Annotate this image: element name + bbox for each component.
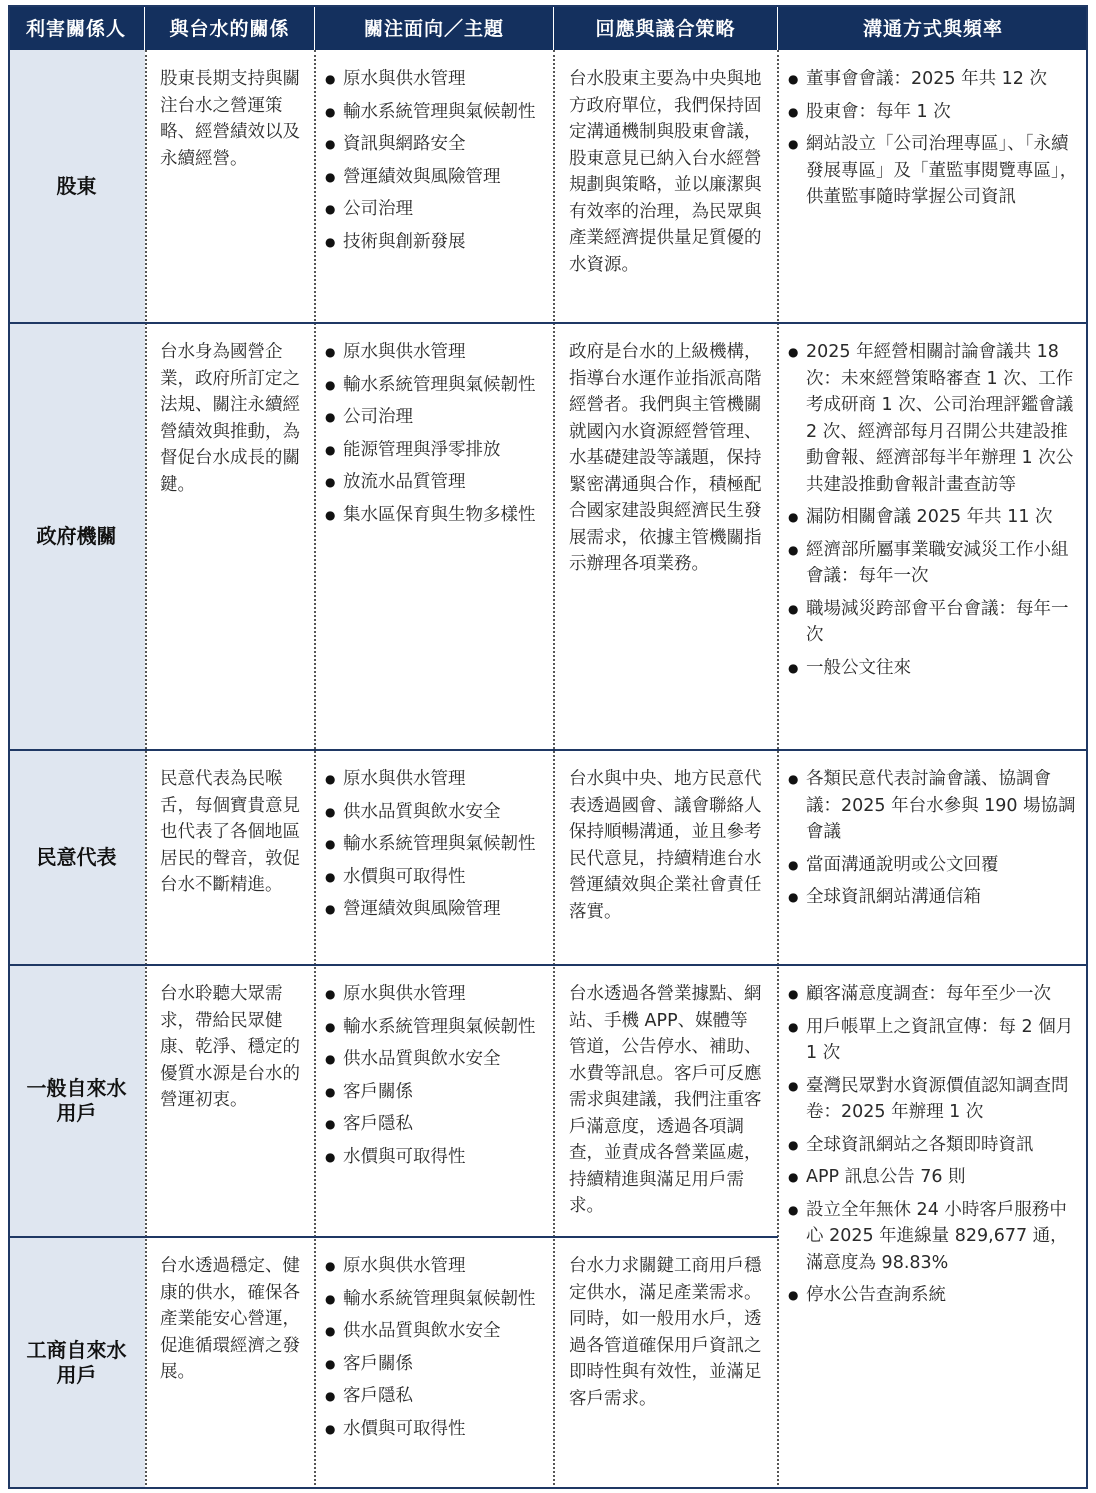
topic-item: ● 輸水系統管理與氣候韌性: [325, 372, 544, 399]
communication-item: ● 職場減災跨部會平台會議：每年一次: [788, 596, 1078, 649]
topic-item: ● 輸水系統管理與氣候韌性: [325, 831, 544, 858]
communication-item: ● 全球資訊網站之各類即時資訊: [788, 1132, 1078, 1159]
header-communication: 溝通方式與頻率: [778, 5, 1088, 50]
stakeholder-legislators: 民意代表: [8, 750, 145, 965]
topic-item: ● 能源管理與淨零排放: [325, 437, 544, 464]
communication-item: ● 用戶帳單上之資訊宣傳：每 2 個月 1 次: [788, 1014, 1078, 1067]
communication-item: ● 經濟部所屬事業職安減災工作小組會議：每年一次: [788, 537, 1078, 590]
communication-item: ● 顧客滿意度調查：每年至少一次: [788, 981, 1078, 1008]
relation-text: 民意代表為民喉舌，每個寶貴意見也代表了各個地區居民的聲音，敦促台水不斷精進。: [160, 769, 300, 895]
communication-item: ● 一般公文往來: [788, 655, 1078, 682]
topic-item: ● 水價與可取得性: [325, 864, 544, 891]
communication-item: ● 股東會：每年 1 次: [788, 99, 1078, 126]
relation-text: 台水透過穩定、健康的供水，確保各產業能安心營運，促進循環經濟之發展。: [160, 1256, 300, 1382]
communication-item: ● 董事會會議：2025 年共 12 次: [788, 66, 1078, 93]
topic-item: ● 公司治理: [325, 196, 544, 223]
topic-item: ● 輸水系統管理與氣候韌性: [325, 1286, 544, 1313]
topic-item: ● 原水與供水管理: [325, 766, 544, 793]
stakeholder-shareholders: 股東: [8, 50, 145, 323]
header-topics: 關注面向／主題: [315, 5, 554, 50]
topic-item: ● 水價與可取得性: [325, 1416, 544, 1443]
topic-item: ● 營運績效與風險管理: [325, 896, 544, 923]
topic-item: ● 供水品質與飲水安全: [325, 1318, 544, 1345]
topic-item: ● 客戶關係: [325, 1351, 544, 1378]
topic-item: ● 輸水系統管理與氣候韌性: [325, 1014, 544, 1041]
topic-item: ● 原水與供水管理: [325, 1253, 544, 1280]
topic-item: ● 水價與可取得性: [325, 1144, 544, 1171]
communication-item: ● 當面溝通說明或公文回覆: [788, 852, 1078, 879]
topic-item: ● 公司治理: [325, 404, 544, 431]
communication-item: ● 設立全年無休 24 小時客戶服務中心 2025 年進線量 829,677 通，滿意度為 98.83%: [788, 1197, 1078, 1277]
topic-item: ● 供水品質與飲水安全: [325, 799, 544, 826]
header-strategy: 回應與議合策略: [554, 5, 778, 50]
strategy-text: 政府是台水的上級機構，指導台水運作並指派高階經營者。我們與主管機關就國內水資源經營管理、水基礎建設等議題，保持緊密溝通與合作，積極配合國家建設與經濟民生發展需求，依據主管機關指示辦理各項業務。: [569, 342, 762, 574]
header-relation: 與台水的關係: [145, 5, 315, 50]
topic-item: ● 營運績效與風險管理: [325, 164, 544, 191]
table-frame: [8, 5, 1088, 1489]
stakeholder-commercial-users: 工商自來水用戶: [8, 1237, 145, 1489]
communication-item: ● 臺灣民眾對水資源價值認知調查問卷：2025 年辦理 1 次: [788, 1073, 1078, 1126]
topic-item: ● 原水與供水管理: [325, 66, 544, 93]
topic-item: ● 輸水系統管理與氣候韌性: [325, 99, 544, 126]
topic-item: ● 原水與供水管理: [325, 981, 544, 1008]
topic-item: ● 客戶隱私: [325, 1383, 544, 1410]
relation-text: 台水身為國營企業，政府所訂定之法規、關注永續經營績效與推動，為督促台水成長的關鍵。: [160, 342, 300, 495]
communication-item: ● 各類民意代表討論會議、協調會議：2025 年台水參與 190 場協調會議: [788, 766, 1078, 846]
topic-item: ● 供水品質與飲水安全: [325, 1046, 544, 1073]
topic-item: ● 放流水品質管理: [325, 469, 544, 496]
communication-item: ● APP 訊息公告 76 則: [788, 1164, 1078, 1191]
communication-item: ● 網站設立「公司治理專區」、「永續發展專區」及「董監事閱覽專區」，供董監事隨時掌握公司資訊: [788, 131, 1078, 211]
topic-item: ● 集水區保育與生物多樣性: [325, 502, 544, 529]
stakeholder-general-users: 一般自來水用戶: [8, 965, 145, 1237]
topic-item: ● 技術與創新發展: [325, 229, 544, 256]
communication-item: ● 全球資訊網站溝通信箱: [788, 884, 1078, 911]
communication-item: ● 漏防相關會議 2025 年共 11 次: [788, 504, 1078, 531]
topic-item: ● 原水與供水管理: [325, 339, 544, 366]
communication-item: ● 停水公告查詢系統: [788, 1282, 1078, 1309]
strategy-text: 台水與中央、地方民意代表透過國會、議會聯絡人保持順暢溝通，並且參考民代意見，持續精進台水營運績效與企業社會責任落實。: [569, 769, 762, 922]
relation-text: 股東長期支持與關注台水之營運策略、經營績效以及永續經營。: [160, 69, 300, 169]
topic-item: ● 客戶隱私: [325, 1111, 544, 1138]
communication-item: ● 2025 年經營相關討論會議共 18 次：未來經營策略審查 1 次、工作考成研商 1 次、公司治理評鑑會議 2 次、經濟部每月召開公共建設推動會報、經濟部每半年辦理 1 次公共建設推動會報計畫查訪等: [788, 339, 1078, 498]
relation-text: 台水聆聽大眾需求，帶給民眾健康、乾淨、穩定的優質水源是台水的營運初衷。: [160, 984, 300, 1110]
strategy-text: 台水力求關鍵工商用戶穩定供水，滿足產業需求。同時，如一般用水戶，透過各管道確保用戶資訊之即時性與有效性，並滿足客戶需求。: [569, 1256, 762, 1409]
header-stakeholder: 利害關係人: [8, 5, 145, 50]
strategy-text: 台水透過各營業據點、網站、手機 APP、媒體等管道，公告停水、補助、水費等訊息。客戶可反應需求與建議，我們注重客戶滿意度，透過各項調查，並責成各營業區處，持續精進與滿足用戶需求。: [569, 984, 762, 1216]
topic-item: ● 客戶關係: [325, 1079, 544, 1106]
strategy-text: 台水股東主要為中央與地方政府單位，我們保持固定溝通機制與股東會議，股東意見已納入台水經營規劃與策略，並以廉潔與有效率的治理，為民眾與產業經濟提供量足質優的水資源。: [569, 69, 762, 275]
stakeholder-table: [8, 5, 1088, 1489]
topic-item: ● 資訊與網路安全: [325, 131, 544, 158]
stakeholder-government: 政府機關: [8, 323, 145, 750]
